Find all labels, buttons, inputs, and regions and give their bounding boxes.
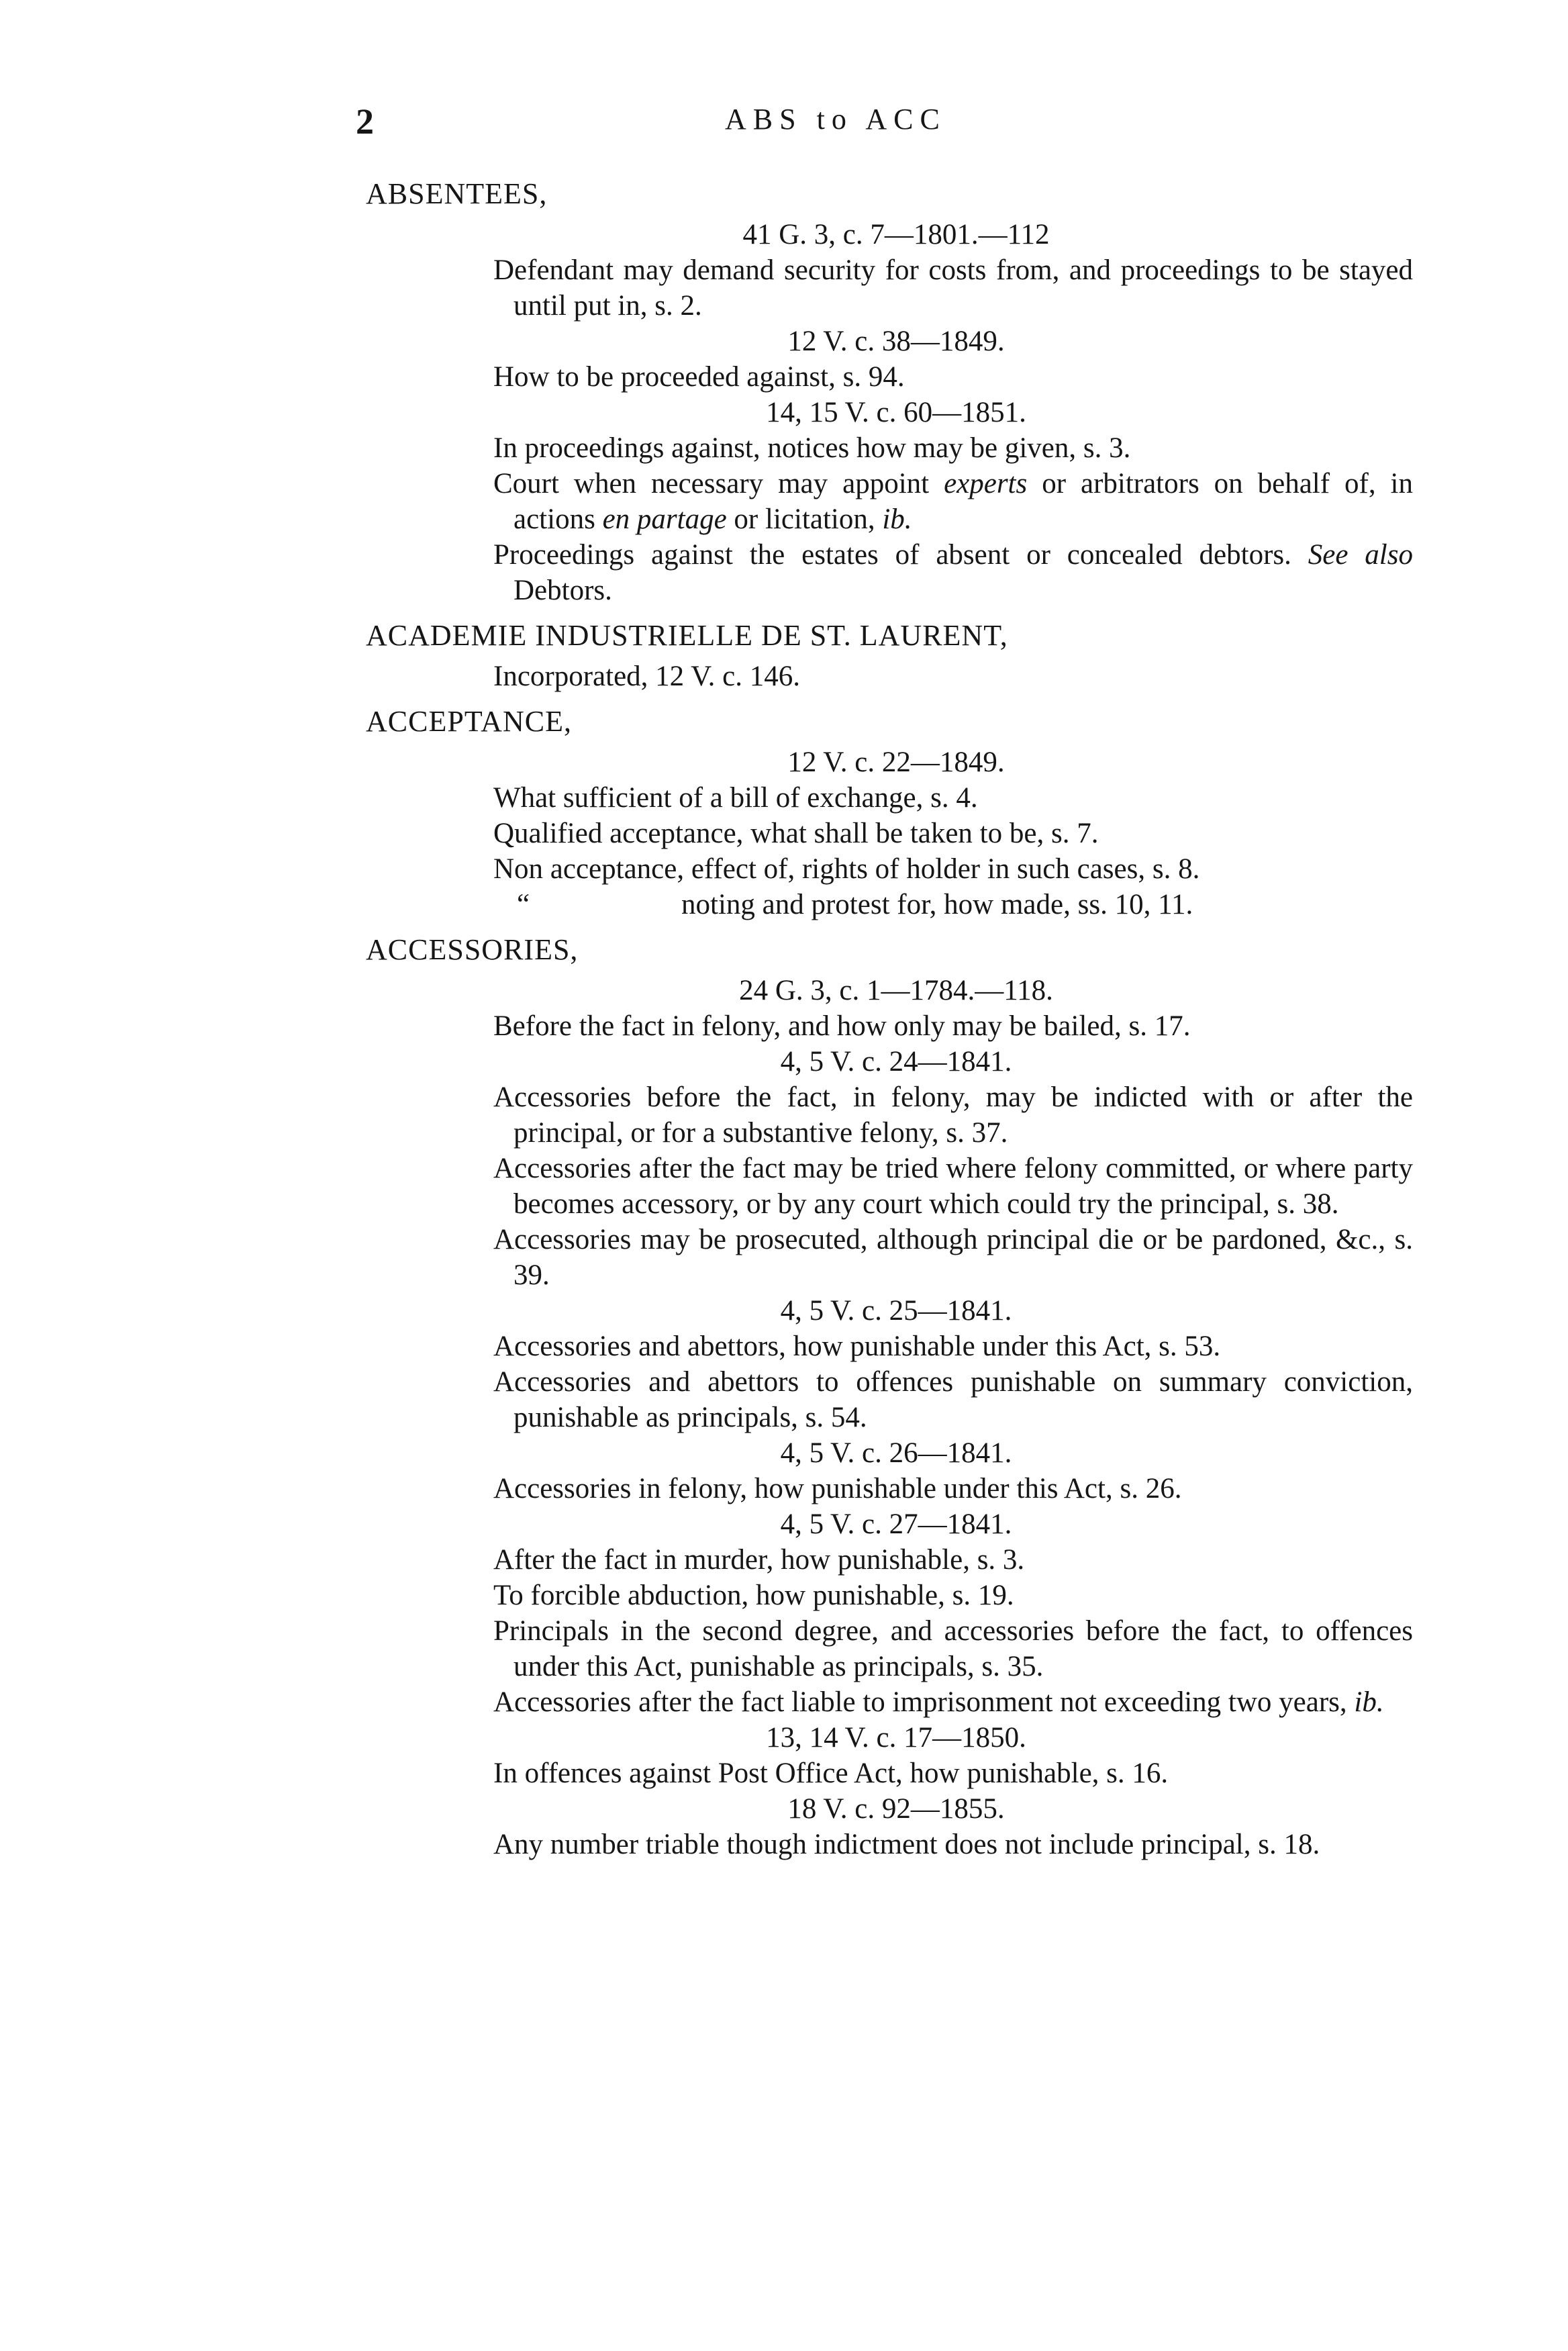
index-entry: Any number triable though indictment does not include principal, s. 18. xyxy=(493,1829,1320,1860)
statute-citation: 12 V. c. 38—1849. xyxy=(787,326,1005,357)
index-entry: Accessories and abettors, how punishable under this Act, s. 53. xyxy=(493,1331,1221,1362)
statute-citation: 14, 15 V. c. 60—1851. xyxy=(766,397,1026,428)
page-header xyxy=(0,101,1568,154)
index-entry: Accessories after the fact may be tried where felony committed, or where party becomes accessory, or by any court which could try the principal, s. 38. xyxy=(493,1153,1413,1220)
entry-text: Debtors. xyxy=(513,575,612,606)
statute-citation: 4, 5 V. c. 24—1841. xyxy=(780,1046,1012,1077)
heading-accessories: ACCESSORIES, xyxy=(366,933,579,966)
ditto-mark: “ xyxy=(517,889,530,920)
entry-text: Proceedings against the estates of absent or concealed debtors. xyxy=(493,539,1308,571)
entry-text: or licitation, xyxy=(726,503,883,535)
index-entry xyxy=(517,887,1413,922)
index-entry: What sufficient of a bill of exchange, s. 4. xyxy=(493,782,978,814)
statute-citation: 4, 5 V. c. 26—1841. xyxy=(780,1437,1012,1469)
page-number: 2 xyxy=(356,101,374,142)
index-entry: Defendant may demand security for costs from, and proceedings to be stayed until put in, s. 2. xyxy=(493,254,1413,322)
entry-text: noting and protest for, how made, ss. 10, 11. xyxy=(681,889,1193,920)
index-entry: How to be proceeded against, s. 94. xyxy=(493,361,905,393)
index-entry: Accessories and abettors to offences punishable on summary conviction, punishable as principals, s. 54. xyxy=(493,1366,1413,1433)
index-entry: After the fact in murder, how punishable, s. 3. xyxy=(493,1544,1025,1576)
index-entry: Qualified acceptance, what shall be taken to be, s. 7. xyxy=(493,818,1099,849)
entry-text: or arbitrators on behalf of, in actions xyxy=(513,468,1413,535)
index-entry: Principals in the second degree, and accessories before the fact, to offences under this Act, punishable as principals, s. 35. xyxy=(493,1615,1413,1682)
entry-text: Accessories after the fact liable to imprisonment not exceeding two years, xyxy=(493,1686,1355,1718)
entry-text: Court when necessary may appoint xyxy=(493,468,944,499)
statute-citation: 24 G. 3, c. 1—1784.—118. xyxy=(739,975,1053,1006)
index-entry: Incorporated, 12 V. c. 146. xyxy=(493,661,800,692)
entry-italic-text: en partage xyxy=(602,503,727,535)
heading-acceptance: ACCEPTANCE, xyxy=(366,705,572,738)
index-entry: Accessories may be prosecuted, although principal die or be pardoned, &c., s. 39. xyxy=(493,1224,1413,1291)
index-entry: To forcible abduction, how punishable, s. 19. xyxy=(493,1580,1014,1611)
index-entry xyxy=(473,1684,1413,1720)
statute-citation: 41 G. 3, c. 7—1801.—112 xyxy=(742,219,1050,250)
index-entry: Non acceptance, effect of, rights of holder in such cases, s. 8. xyxy=(493,853,1200,885)
statute-citation: 18 V. c. 92—1855. xyxy=(787,1793,1005,1825)
statute-citation: 13, 14 V. c. 17—1850. xyxy=(766,1722,1026,1754)
index-entry: Before the fact in felony, and how only may be bailed, s. 17. xyxy=(493,1010,1191,1042)
index-entry: Accessories in felony, how punishable under this Act, s. 26. xyxy=(493,1473,1182,1504)
index-entry: In proceedings against, notices how may be given, s. 3. xyxy=(493,432,1131,464)
entry-italic-text: experts xyxy=(944,468,1028,499)
running-head: ABS to ACC xyxy=(725,103,946,136)
statute-citation: 12 V. c. 22—1849. xyxy=(787,747,1005,778)
entry-italic-text: ib. xyxy=(1354,1686,1384,1718)
index-entry: Accessories before the fact, in felony, may be indicted with or after the principal, or for a substantive felony, s. 37. xyxy=(493,1082,1413,1149)
index-entry xyxy=(473,537,1413,608)
heading-absentees: ABSENTEES, xyxy=(366,177,548,210)
statute-citation: 4, 5 V. c. 25—1841. xyxy=(780,1295,1012,1327)
entry-italic-text: ib. xyxy=(882,503,912,535)
index-content xyxy=(366,176,1413,1862)
index-entry xyxy=(473,466,1413,537)
statute-citation: 4, 5 V. c. 27—1841. xyxy=(780,1508,1012,1540)
heading-academie: ACADEMIE INDUSTRIELLE DE ST. LAURENT, xyxy=(366,619,1008,652)
index-entry: In offences against Post Office Act, how punishable, s. 16. xyxy=(493,1758,1169,1789)
cross-reference: See also xyxy=(1308,539,1413,571)
